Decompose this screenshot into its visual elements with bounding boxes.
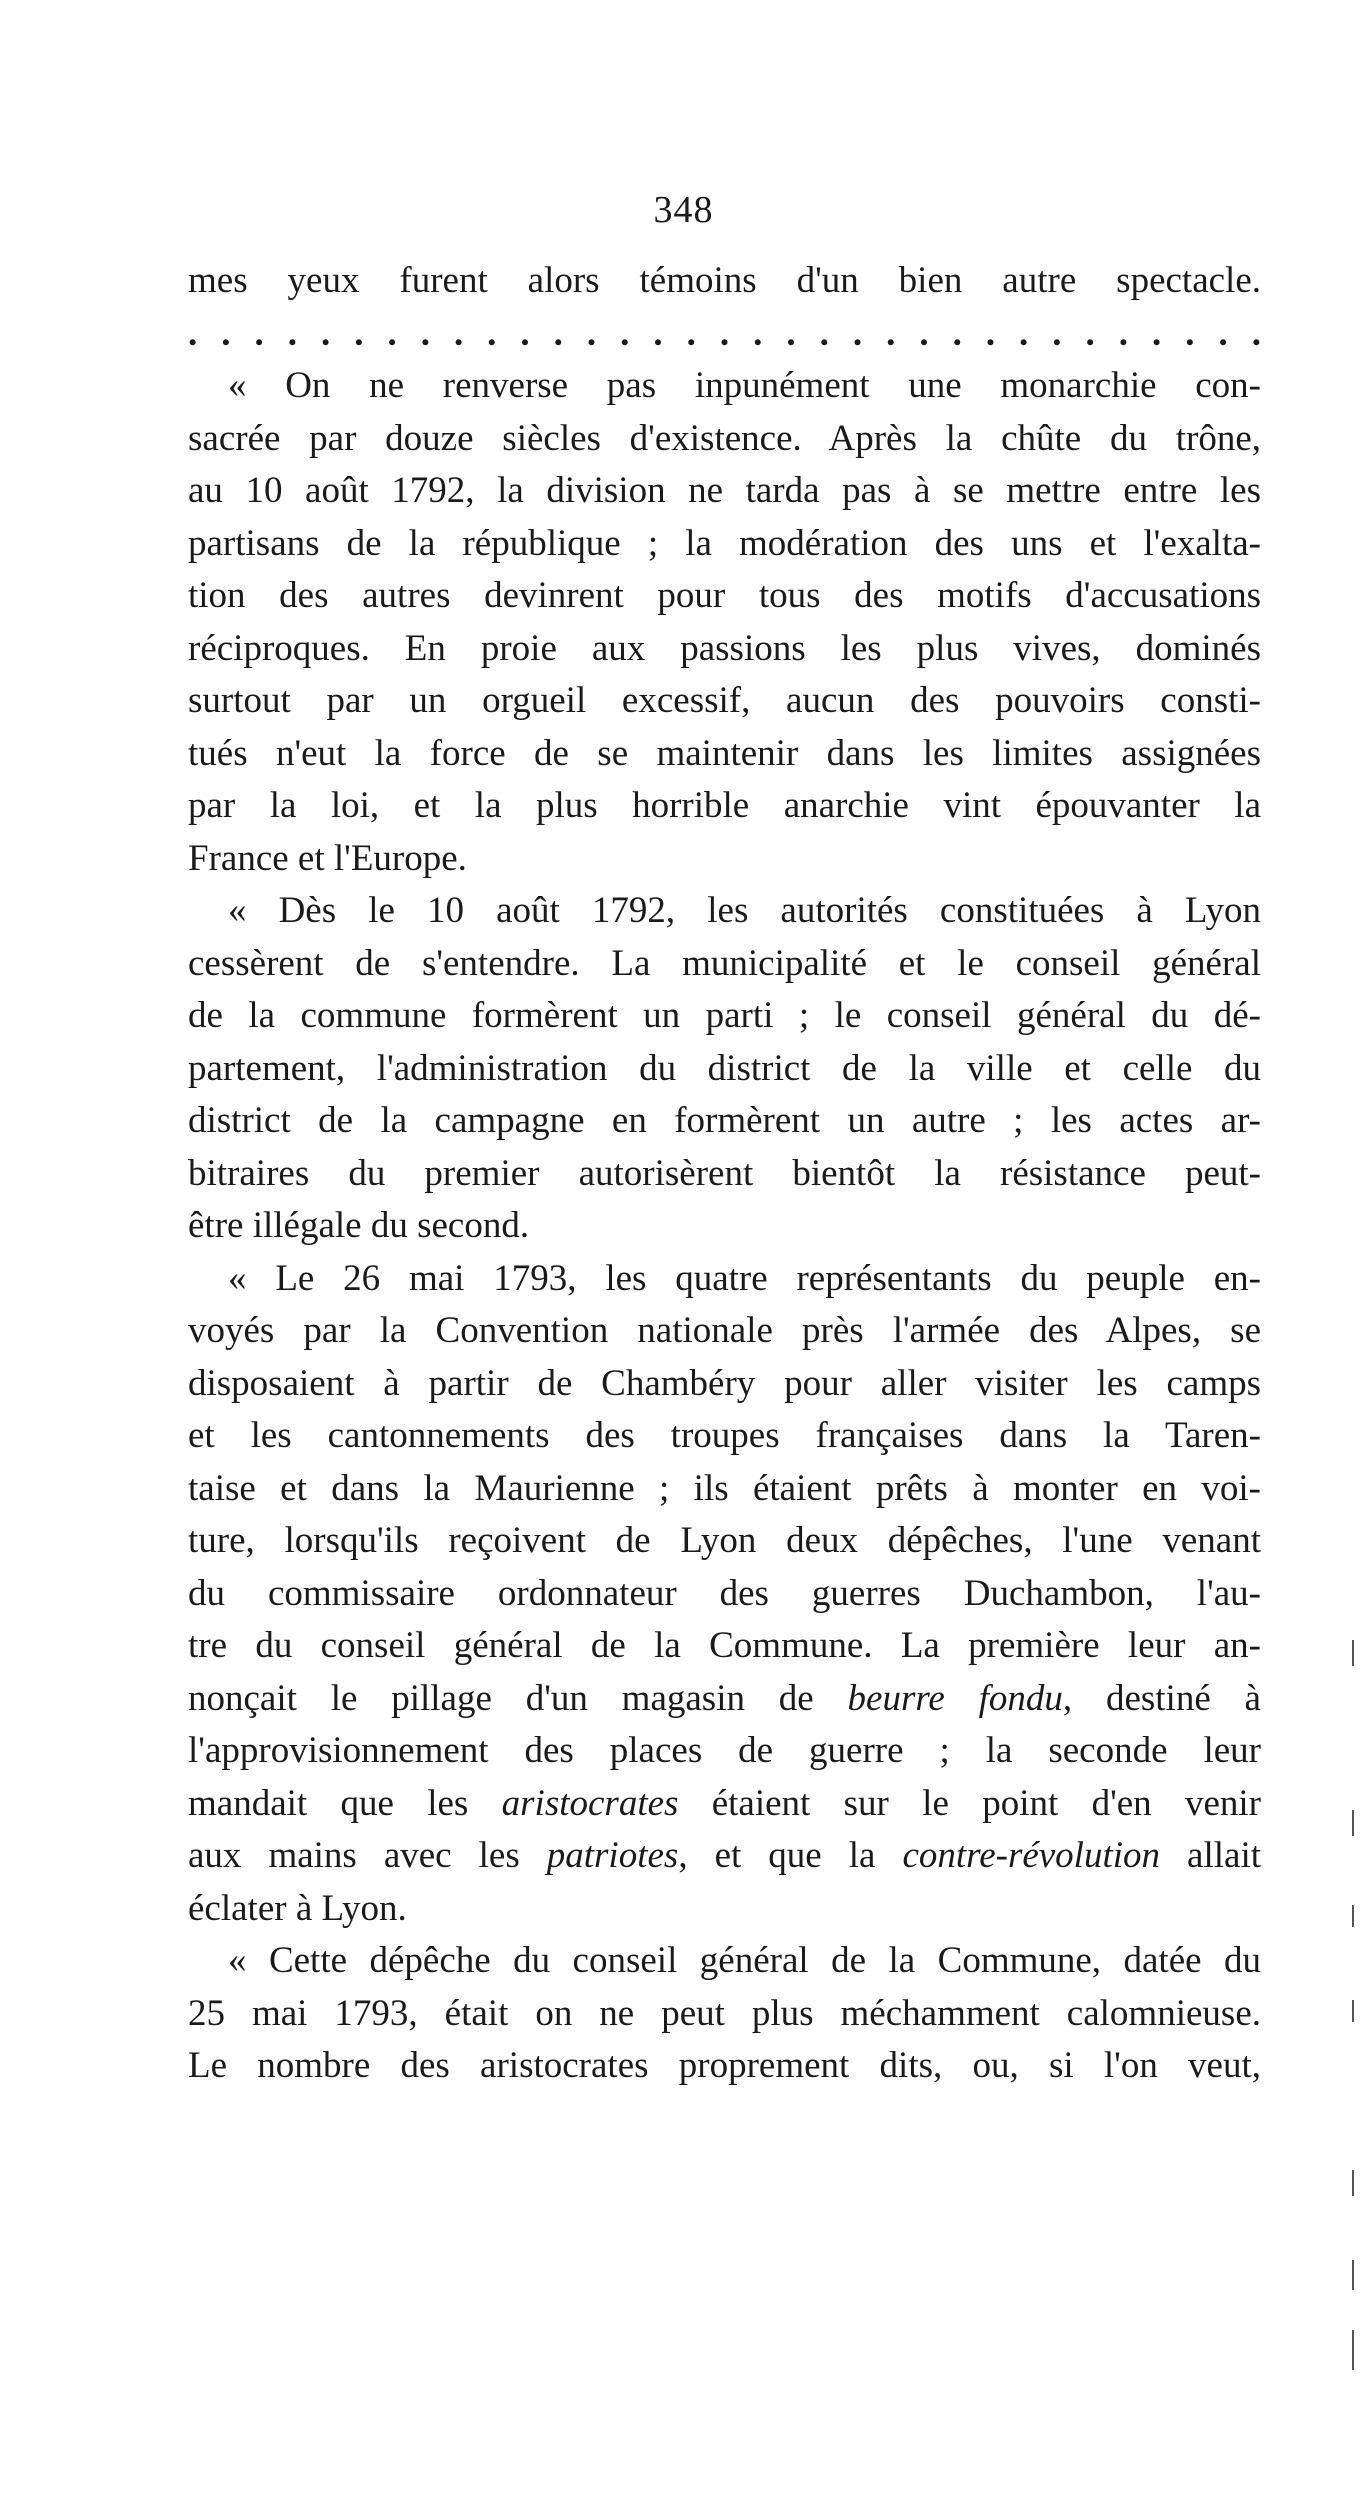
- italic-text: contre-révolution: [902, 1835, 1161, 1876]
- ellipsis-row: . . . . . . . . . . . . . . . . . . . . . . . . . . . . . . . . .: [188, 312, 1261, 354]
- text-segment: nonçait le pillage d'un magasin de: [188, 1677, 848, 1719]
- text-line: bitraires du premier autorisèrent bientôt la résistance peut-: [188, 1152, 1261, 1194]
- text-segment: mandait que les: [188, 1782, 502, 1824]
- text-line: surtout par un orgueil excessif, aucun des pouvoirs consti-: [188, 680, 1261, 721]
- text-segment: allait: [1160, 1835, 1262, 1876]
- margin-mark: [1352, 1640, 1354, 1666]
- italic-text: aristocrates: [501, 1782, 679, 1824]
- text-line: de la commune formèrent un parti ; le conseil général du dé-: [188, 995, 1261, 1036]
- text-line: « Dès le 10 août 1792, les autorités constituées à Lyon: [228, 890, 1261, 931]
- text-line: voyés par la Convention nationale près l'armée des Alpes, se: [188, 1310, 1261, 1351]
- text-line: taise et dans la Maurienne ; ils étaient prêts à monter en voi-: [188, 1467, 1261, 1509]
- text-segment: , et que la: [678, 1835, 903, 1876]
- margin-mark: [1352, 2170, 1354, 2196]
- text-line: ture, lorsqu'ils reçoivent de Lyon deux dépêches, l'une venant: [188, 1520, 1261, 1561]
- text-line: sacrée par douze siècles d'existence. Après la chûte du trône,: [188, 417, 1261, 459]
- paragraph: [188, 1253, 1261, 1936]
- text-line: au 10 août 1792, la division ne tarda pas à se mettre entre les: [188, 470, 1261, 511]
- text-line: [188, 1830, 1261, 1883]
- text-line: l'approvisionnement des places de guerre ; la seconde leur: [188, 1730, 1261, 1771]
- text-line: Le nombre des aristocrates proprement dits, ou, si l'on veut,: [188, 2045, 1261, 2086]
- text-line: par la loi, et la plus horrible anarchie vint épouvanter la: [188, 785, 1261, 826]
- margin-mark: [1352, 2260, 1354, 2290]
- text-segment: étaient sur le point d'en venir: [678, 1782, 1261, 1824]
- margin-mark: [1352, 1810, 1354, 1836]
- text-line: éclater à Lyon.: [188, 1887, 407, 1929]
- text-line: partisans de la république ; la modération des uns et l'exalta-: [188, 522, 1261, 564]
- text-line: [188, 1673, 1261, 1726]
- italic-text: beurre fondu: [847, 1677, 1063, 1719]
- paragraph: [188, 360, 1261, 885]
- text-line: tués n'eut la force de se maintenir dans les limites assignées: [188, 732, 1261, 774]
- page-number: 348: [653, 189, 714, 231]
- text-line: « On ne renverse pas inpunément une monarchie con-: [228, 365, 1261, 406]
- italic-text: patriotes: [546, 1835, 679, 1876]
- text-segment: , destiné à: [1062, 1677, 1261, 1719]
- text-line: « Cette dépêche du conseil général de la Commune, datée du: [228, 1940, 1261, 1981]
- text-line: « Le 26 mai 1793, les quatre représentants du peuple en-: [228, 1257, 1261, 1299]
- margin-mark: [1352, 2330, 1354, 2370]
- margin-mark: [1352, 2000, 1354, 2022]
- text-line: district de la campagne en formèrent un autre ; les actes ar-: [188, 1100, 1261, 1141]
- text-line: réciproques. En proie aux passions les plus vives, dominés: [188, 627, 1261, 669]
- text-line: France et l'Europe.: [188, 837, 467, 879]
- text-line: disposaient à partir de Chambéry pour aller visiter les camps: [188, 1362, 1261, 1404]
- text-line: du commissaire ordonnateur des guerres Duchambon, l'au-: [188, 1572, 1261, 1614]
- text-line: cessèrent de s'entendre. La municipalité et le conseil général: [188, 942, 1261, 984]
- text-line: être illégale du second.: [188, 1205, 530, 1246]
- paragraph: [188, 1935, 1261, 2093]
- text-line: tre du conseil général de la Commune. La première leur an-: [188, 1625, 1261, 1666]
- paragraph: [188, 885, 1261, 1253]
- intro-line: mes yeux furent alors témoins d'un bien autre spectacle.: [188, 260, 1261, 301]
- text-segment: aux mains avec les: [188, 1835, 547, 1876]
- text-line: 25 mai 1793, était on ne peut plus méchamment calomnieuse.: [188, 1992, 1261, 2034]
- paragraphs: [188, 360, 1261, 2093]
- text-line: et les cantonnements des troupes françaises dans la Taren-: [188, 1415, 1261, 1456]
- text-line: [188, 1778, 1261, 1831]
- text-line: tion des autres devinrent pour tous des motifs d'accusations: [188, 575, 1261, 616]
- text-line: partement, l'administration du district de la ville et celle du: [188, 1047, 1261, 1089]
- body-text: [188, 255, 1261, 2093]
- margin-mark: [1352, 1905, 1354, 1927]
